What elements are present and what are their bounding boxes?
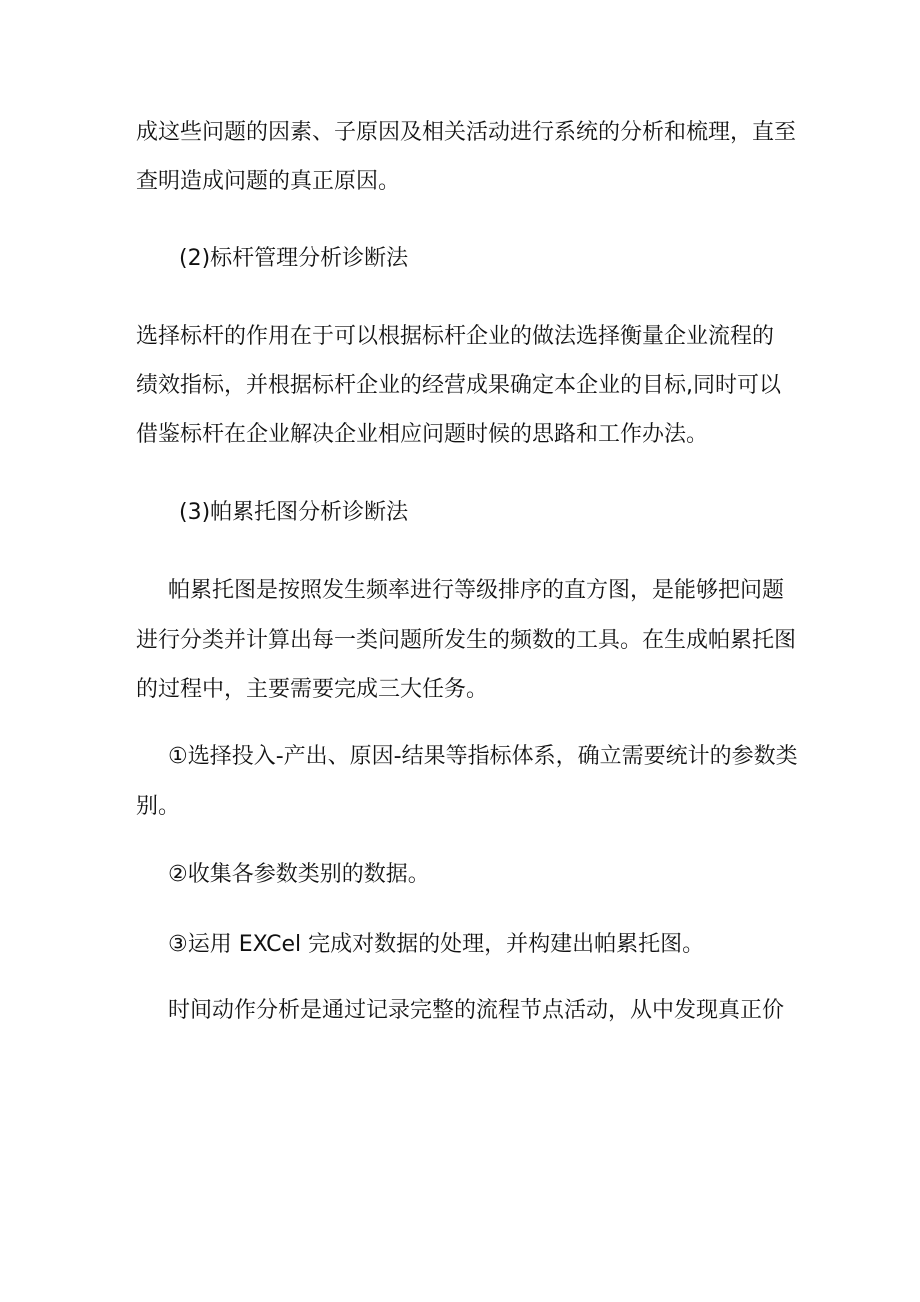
list-item-1-line-2: 别。 <box>136 794 181 819</box>
list-item-3: ③运用 EXCel 完成对数据的处理，并构建出帕累托图。 <box>168 932 705 957</box>
paragraph-3-line-2: 进行分类并计算出每一类问题所发生的频数的工具。在生成帕累托图 <box>136 628 797 653</box>
paragraph-1-line-2: 查明造成问题的真正原因。 <box>136 169 401 194</box>
paragraph-4-line-1: 时间动作分析是通过记录完整的流程节点活动，从中发现真正价 <box>168 998 785 1023</box>
paragraph-3-line-1: 帕累托图是按照发生频率进行等级排序的直方图，是能够把问题 <box>168 578 785 603</box>
list-item-1-line-1: ①选择投入-产出、原因-结果等指标体系，确立需要统计的参数类 <box>168 744 798 769</box>
list-item-2: ②收集各参数类别的数据。 <box>168 862 430 887</box>
paragraph-2-line-3: 借鉴标杆在企业解决企业相应问题时候的思路和工作办法。 <box>136 422 709 447</box>
paragraph-2-line-2: 绩效指标，并根据标杆企业的经营成果确定本企业的目标,同时可以 <box>136 373 781 398</box>
paragraph-3-line-3: 的过程中，主要需要完成三大任务。 <box>136 677 489 702</box>
section-heading-2: (2)标杆管理分析诊断法 <box>179 246 409 271</box>
section-heading-3: (3)帕累托图分析诊断法 <box>179 500 409 525</box>
paragraph-2-line-1: 选择标杆的作用在于可以根据标杆企业的做法选择衡量企业流程的 <box>136 324 775 349</box>
paragraph-1-line-1: 成这些问题的因素、子原因及相关活动进行系统的分析和梳理，直至 <box>136 120 797 145</box>
